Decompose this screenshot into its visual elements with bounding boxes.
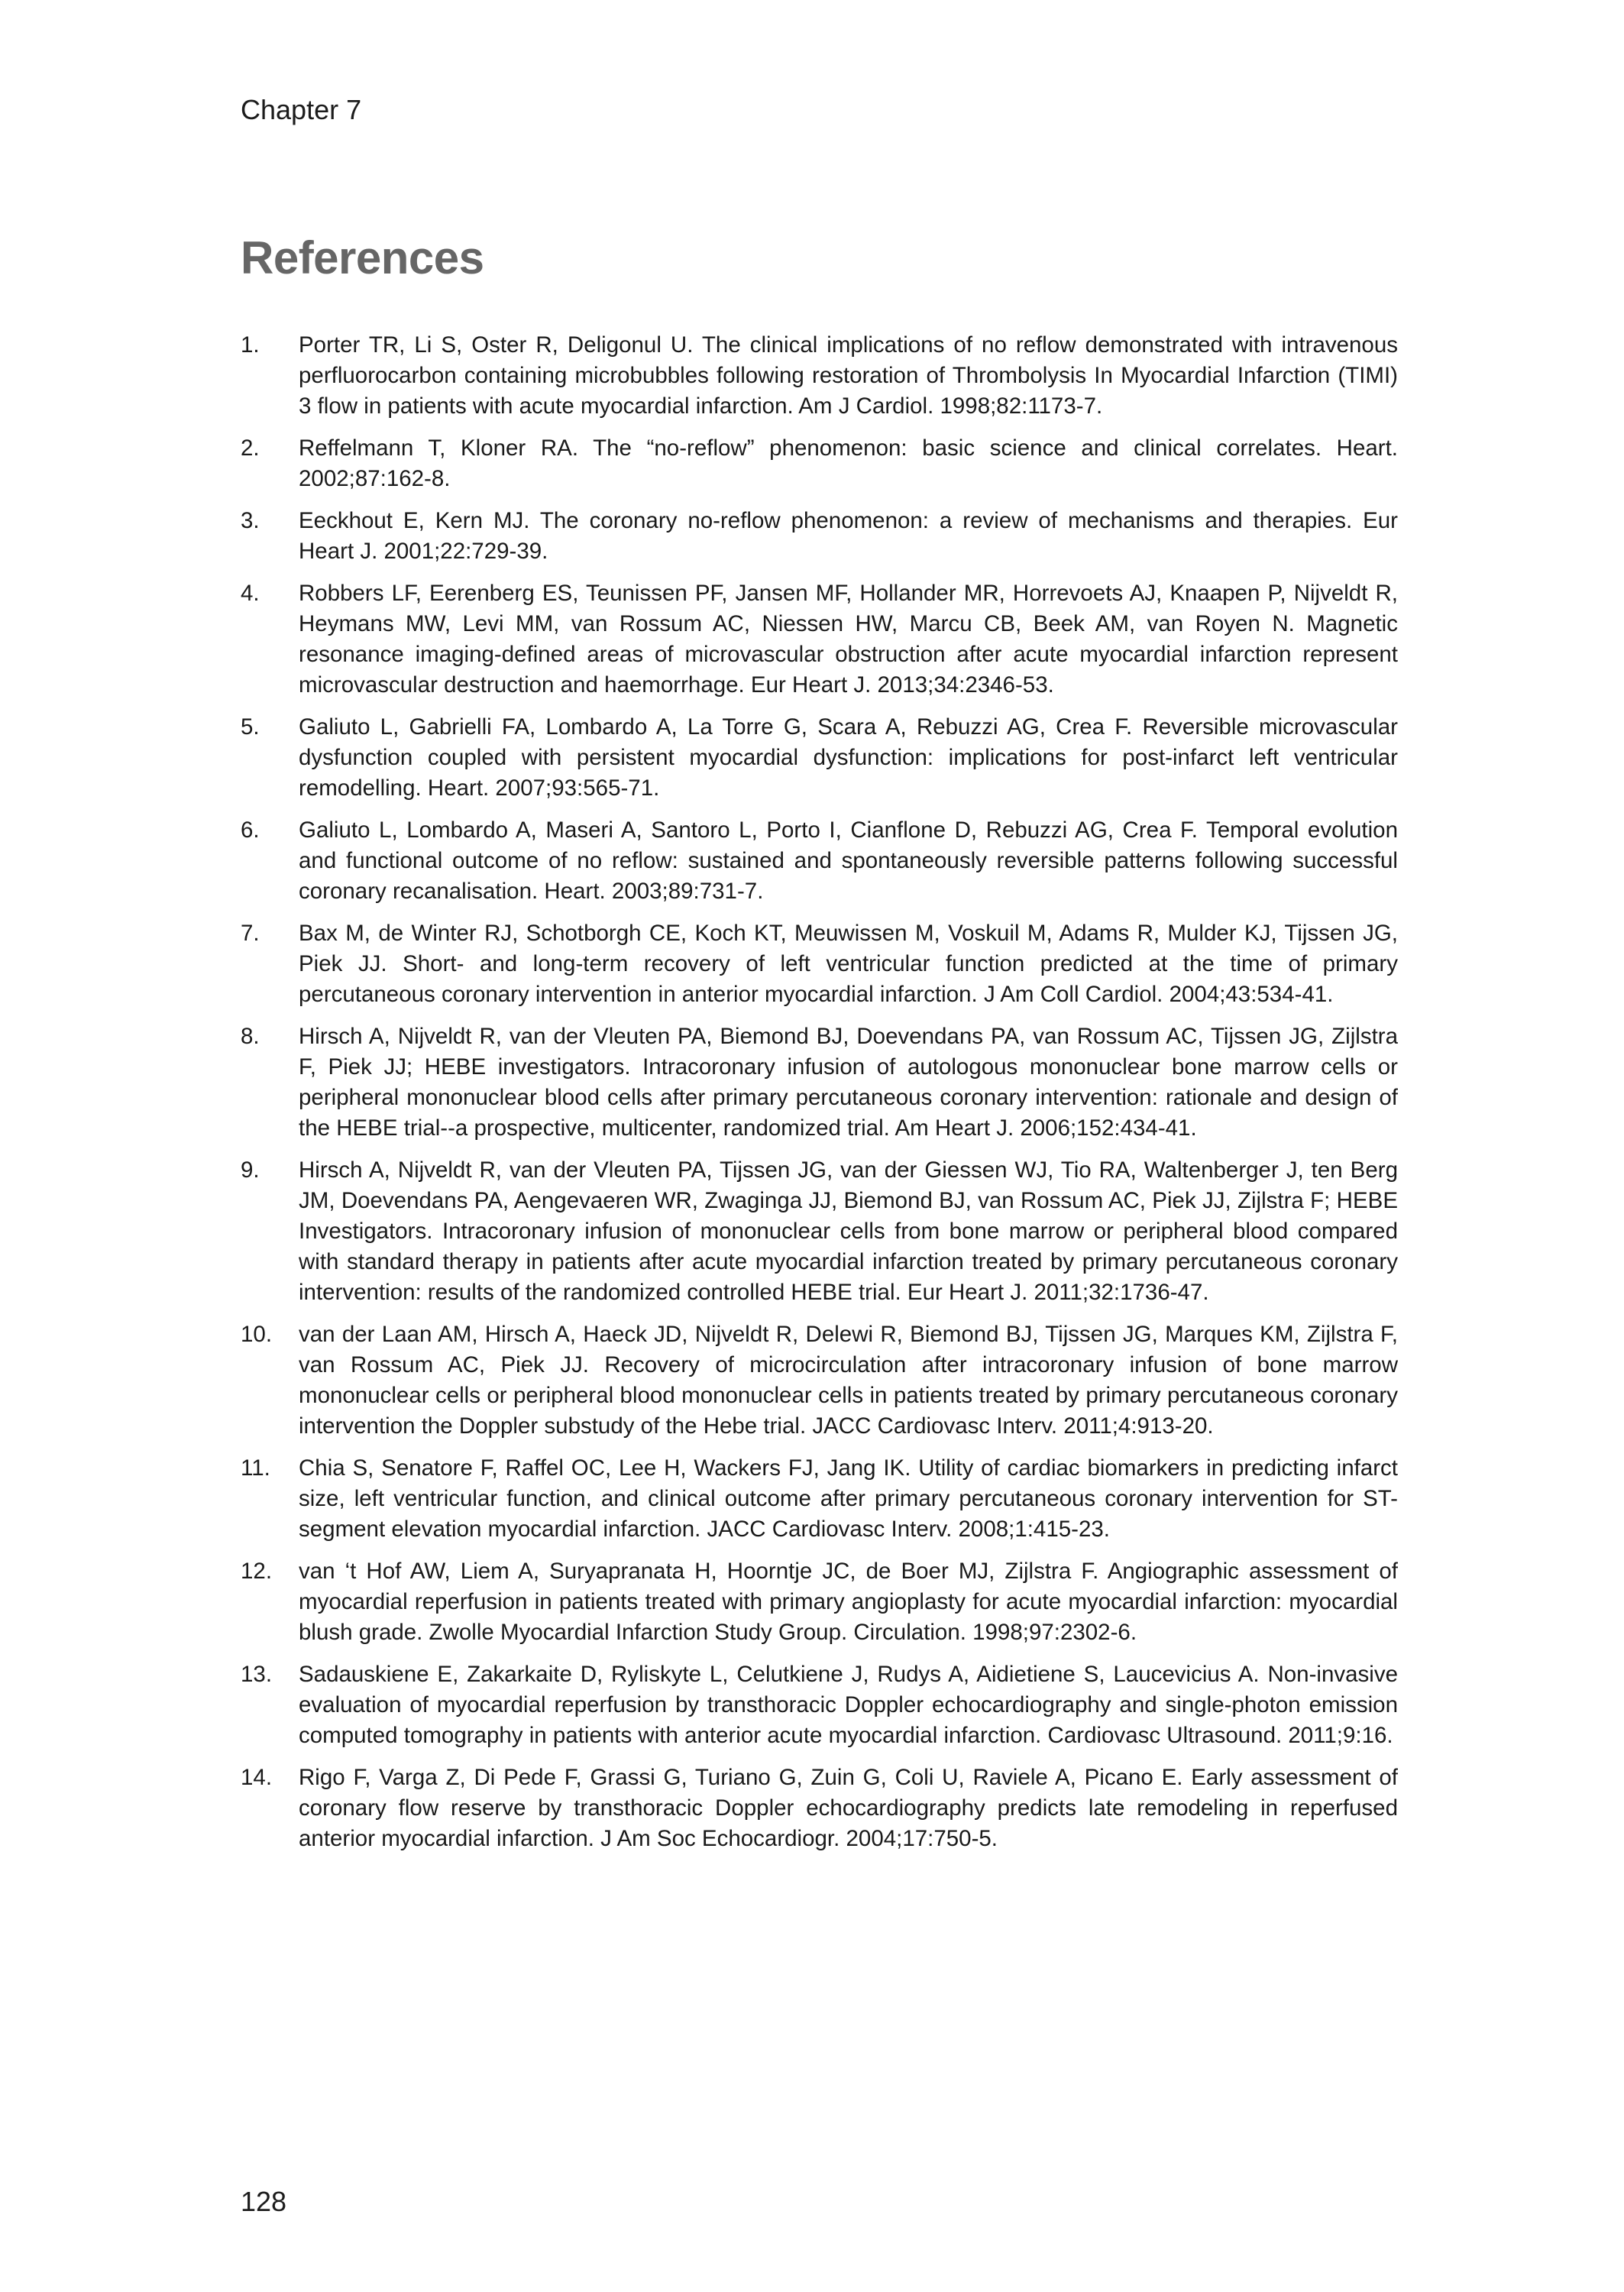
reference-text: Hirsch A, Nijveldt R, van der Vleuten PA, Tijssen JG, van der Giessen WJ, Tio RA, Waltenberger J, ten Berg JM, Doevendans PA, Aengevaeren WR, Zwaginga JJ, Biemond BJ, van Rossum AC, Piek JJ, Zijlstra F; HEBE Investigators. Intracoronary infusion of mononuclear cells from bone marrow or peripheral blood compared with standard therapy in patients after acute myocardial infarction treated by primary percutaneous coronary intervention: results of the randomized controlled HEBE trial. Eur Heart J. 2011;32:1736-47. xyxy=(299,1157,1398,1305)
reference-number: 10. xyxy=(241,1322,273,1347)
reference-item xyxy=(241,1155,1398,1308)
reference-number: 7. xyxy=(241,921,260,946)
reference-item xyxy=(241,578,1398,701)
reference-item xyxy=(241,815,1398,907)
reference-number: 9. xyxy=(241,1157,260,1183)
reference-text: Robbers LF, Eerenberg ES, Teunissen PF, Jansen MF, Hollander MR, Horrevoets AJ, Knaapen P, Nijveldt R, Heymans MW, Levi MM, van Rossum AC, Niessen HW, Marcu CB, Beek AM, van Royen N. Magnetic resonance imaging-defined areas of microvascular obstruction after acute myocardial infarction represent microvascular destruction and haemorrhage. Eur Heart J. 2013;34:2346-53. xyxy=(299,581,1398,698)
reference-number: 11. xyxy=(241,1455,270,1481)
reference-number: 2. xyxy=(241,435,260,461)
reference-text: Porter TR, Li S, Oster R, Deligonul U. The clinical implications of no reflow demonstrated with intravenous perfluorocarbon containing microbubbles following restoration of Thrombolysis In Myocardial Infarction (TIMI) 3 flow in patients with acute myocardial infarction. Am J Cardiol. 1998;82:1173-7. xyxy=(299,332,1398,419)
reference-number: 14. xyxy=(241,1765,273,1790)
reference-text: Galiuto L, Lombardo A, Maseri A, Santoro L, Porto I, Cianflone D, Rebuzzi AG, Crea F. Temporal evolution and functional outcome of no reflow: sustained and spontaneously reversible patterns following successful coronary recanalisation. Heart. 2003;89:731-7. xyxy=(299,817,1398,904)
reference-number: 8. xyxy=(241,1024,260,1049)
reference-text: Bax M, de Winter RJ, Schotborgh CE, Koch KT, Meuwissen M, Voskuil M, Adams R, Mulder KJ, Tijssen JG, Piek JJ. Short- and long-term recovery of left ventricular function predicted at the time of primary percutaneous coronary intervention in anterior myocardial infarction. J Am Coll Cardiol. 2004;43:534-41. xyxy=(299,921,1398,1007)
reference-number: 5. xyxy=(241,714,260,740)
reference-text: Sadauskiene E, Zakarkaite D, Ryliskyte L, Celutkiene J, Rudys A, Aidietiene S, Laucevicius A. Non-invasive evaluation of myocardial reperfusion by transthoracic Doppler echocardiography and single-photon emission computed tomography in patients with anterior acute myocardial infarction. Cardiovasc Ultrasound. 2011;9:16. xyxy=(299,1662,1398,1748)
reference-item xyxy=(241,1556,1398,1648)
reference-number: 12. xyxy=(241,1559,273,1584)
reference-text: van ‘t Hof AW, Liem A, Suryapranata H, Hoorntje JC, de Boer MJ, Zijlstra F. Angiographic assessment of myocardial reperfusion in patients treated with primary angioplasty for acute myocardial infarction: myocardial blush grade. Zwolle Myocardial Infarction Study Group. Circulation. 1998;97:2302-6. xyxy=(299,1559,1398,1645)
reference-text: van der Laan AM, Hirsch A, Haeck JD, Nijveldt R, Delewi R, Biemond BJ, Tijssen JG, Marques KM, Zijlstra F, van Rossum AC, Piek JJ. Recovery of microcirculation after intracoronary infusion of bone marrow mononuclear cells or peripheral blood mononuclear cells in patients treated by primary percutaneous coronary intervention the Doppler substudy of the Hebe trial. JACC Cardiovasc Interv. 2011;4:913-20. xyxy=(299,1322,1398,1439)
reference-list xyxy=(241,330,1398,1866)
reference-number: 13. xyxy=(241,1662,273,1687)
reference-item xyxy=(241,712,1398,804)
reference-item xyxy=(241,1659,1398,1751)
reference-number: 6. xyxy=(241,817,260,843)
reference-item xyxy=(241,1021,1398,1144)
reference-item xyxy=(241,1453,1398,1545)
reference-text: Rigo F, Varga Z, Di Pede F, Grassi G, Turiano G, Zuin G, Coli U, Raviele A, Picano E. Early assessment of coronary flow reserve by transthoracic Doppler echocardiography predicts late remodeling in reperfused anterior myocardial infarction. J Am Soc Echocardiogr. 2004;17:750-5. xyxy=(299,1765,1398,1851)
reference-text: Chia S, Senatore F, Raffel OC, Lee H, Wackers FJ, Jang IK. Utility of cardiac biomarkers in predicting infarct size, left ventricular function, and clinical outcome after primary percutaneous coronary intervention for ST-segment elevation myocardial infarction. JACC Cardiovasc Interv. 2008;1:415-23. xyxy=(299,1455,1398,1542)
reference-item xyxy=(241,330,1398,422)
reference-text: Galiuto L, Gabrielli FA, Lombardo A, La Torre G, Scara A, Rebuzzi AG, Crea F. Reversible microvascular dysfunction coupled with persistent myocardial dysfunction: implications for post-infarct left ventricular remodelling. Heart. 2007;93:565-71. xyxy=(299,714,1398,801)
reference-number: 1. xyxy=(241,332,260,358)
reference-item xyxy=(241,1763,1398,1854)
reference-item xyxy=(241,1319,1398,1442)
reference-text: Reffelmann T, Kloner RA. The “no-reflow” phenomenon: basic science and clinical correlates. Heart. 2002;87:162-8. xyxy=(299,435,1398,491)
reference-number: 4. xyxy=(241,581,260,606)
reference-item xyxy=(241,506,1398,567)
chapter-label: Chapter 7 xyxy=(241,94,362,125)
reference-text: Hirsch A, Nijveldt R, van der Vleuten PA, Biemond BJ, Doevendans PA, van Rossum AC, Tijssen JG, Zijlstra F, Piek JJ; HEBE investigators. Intracoronary infusion of autologous mononuclear bone marrow cells or peripheral mononuclear blood cells after primary percutaneous coronary intervention: rationale and design of the HEBE trial--a prospective, multicenter, randomized trial. Am Heart J. 2006;152:434-41. xyxy=(299,1024,1398,1141)
reference-item xyxy=(241,918,1398,1010)
reference-number: 3. xyxy=(241,508,260,533)
reference-text: Eeckhout E, Kern MJ. The coronary no-reflow phenomenon: a review of mechanisms and therapies. Eur Heart J. 2001;22:729-39. xyxy=(299,508,1398,564)
reference-item xyxy=(241,433,1398,494)
references-heading: References xyxy=(241,232,484,283)
page-number: 128 xyxy=(241,2186,287,2217)
